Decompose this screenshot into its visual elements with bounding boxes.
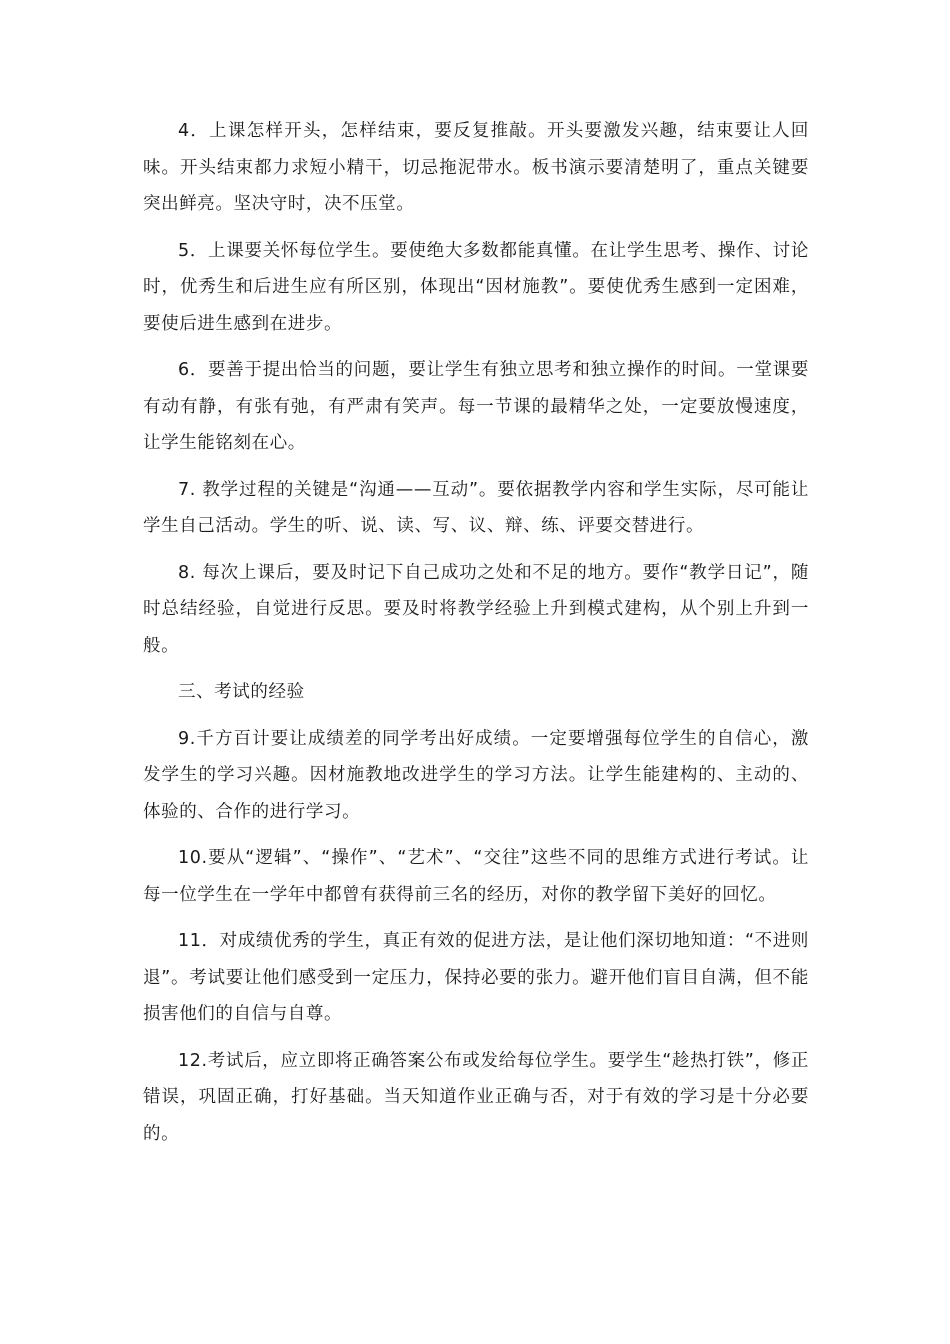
- paragraph-item-8: 8. 每次上课后，要及时记下自己成功之处和不足的地方。要作“教学日记”，随时总结经验，自觉进行反思。要及时将教学经验上升到模式建构，从个别上升到一般。: [143, 562, 809, 656]
- section-heading-exam-experience: 三、考试的经验: [178, 682, 305, 702]
- paragraph-item-12: 12.考试后，应立即将正确答案公布或发给每位学生。要学生“趁热打铁”，修正错误，巩固正确，打好基础。当天知道作业正确与否，对于有效的学习是十分必要的。: [143, 1050, 809, 1144]
- paragraph-item-7: 7. 教学过程的关键是“沟通——互动”。要依据教学内容和学生实际，尽可能让学生自己活动。学生的听、说、读、写、议、辩、练、评要交替进行。: [143, 479, 809, 536]
- paragraph-item-6: 6．要善于提出恰当的问题，要让学生有独立思考和独立操作的时间。一堂课要有动有静，有张有弛，有严肃有笑声。每一节课的最精华之处，一定要放慢速度，让学生能铭刻在心。: [143, 360, 809, 453]
- paragraph-item-11: 11．对成绩优秀的学生，真正有效的促进方法，是让他们深切地知道：“不进则退”。考试要让他们感受到一定压力，保持必要的张力。避开他们盲目自满，但不能损害他们的自信与自尊。: [143, 931, 809, 1024]
- paragraph-item-9: 9.千方百计要让成绩差的同学考出好成绩。一定要增强每位学生的自信心，激发学生的学习兴趣。因材施教地改进学生的学习方法。让学生能建构的、主动的、体验的、合作的进行学习。: [143, 728, 809, 822]
- paragraph-item-10: 10.要从“逻辑”、“操作”、“艺术”、“交往”这些不同的思维方式进行考试。让每一位学生在一学年中都曾有获得前三名的经历，对你的教学留下美好的回忆。: [143, 848, 809, 905]
- document-body: [143, 113, 809, 1162]
- paragraph-item-4: 4．上课怎样开头，怎样结束，要反复推敲。开头要激发兴趣，结束要让人回味。开头结束都力求短小精干，切忌拖泥带水。板书演示要清楚明了，重点关键要突出鲜亮。坚决守时，决不压堂。: [143, 121, 809, 214]
- paragraph-item-5: 5．上课要关怀每位学生。要使绝大多数都能真懂。在让学生思考、操作、讨论时，优秀生和后进生应有所区别，体现出“因材施教”。要使优秀生感到一定困难，要使后进生感到在进步。: [143, 240, 809, 334]
